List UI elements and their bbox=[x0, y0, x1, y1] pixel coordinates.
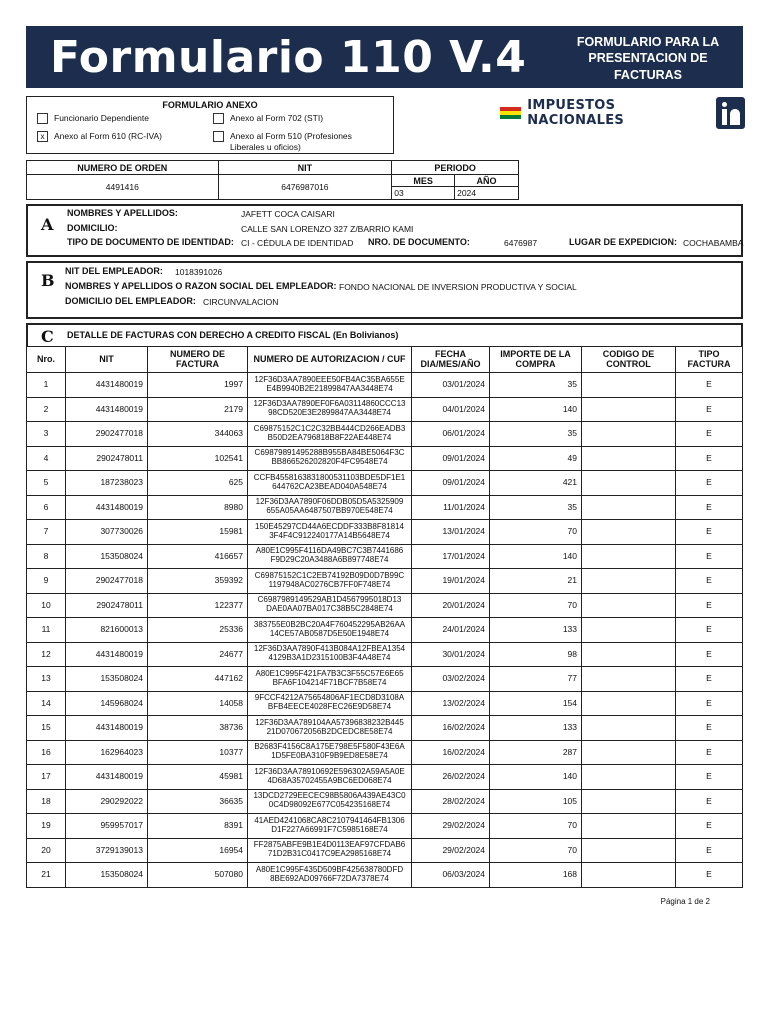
auth-line-1: CCFB4558163831800531103BDE5DF1E1 bbox=[253, 472, 406, 482]
auth-line-1: B2683F4156C8A175E798E5F580F43E6A bbox=[254, 742, 405, 752]
invoice-autorizacion bbox=[248, 838, 412, 863]
auth-line-1: 12F36D3AA789104AA57396838232B445 bbox=[255, 717, 404, 727]
invoice-factura: 45981 bbox=[148, 765, 248, 790]
invoice-tipo: E bbox=[676, 471, 743, 496]
auth-line-1: C69875152C1C2C32BB444CD266EADB3 bbox=[253, 423, 406, 433]
razon-social-value: FONDO NACIONAL DE INVERSION PRODUCTIVA Y SOCIAL bbox=[339, 282, 577, 292]
table-row bbox=[27, 667, 743, 692]
invoice-nit: 4431480019 bbox=[66, 716, 148, 741]
invoice-nit: 153508024 bbox=[66, 544, 148, 569]
in-logo-icon bbox=[716, 97, 745, 129]
auth-line-2: DAE0AA07BA017C38B5C2848E74 bbox=[266, 604, 393, 614]
invoice-autorizacion bbox=[248, 814, 412, 839]
table-row bbox=[27, 863, 743, 888]
invoice-importe: 140 bbox=[490, 544, 582, 569]
invoice-factura: 25336 bbox=[148, 618, 248, 643]
invoice-tipo: E bbox=[676, 422, 743, 447]
auth-line-2: B50D2EA796818B8F22AE448E74 bbox=[267, 432, 392, 442]
invoice-importe: 168 bbox=[490, 863, 582, 888]
invoice-fecha: 26/02/2024 bbox=[412, 765, 490, 790]
auth-line-1: 12F36D3AA7890EEE50FB4AC35BA655E bbox=[254, 374, 405, 384]
invoice-fecha: 03/01/2024 bbox=[412, 373, 490, 398]
auth-line-2: F9D29C20A3488A6B897748E74 bbox=[270, 555, 389, 565]
col-nro: Nro. bbox=[27, 347, 66, 373]
bolivia-flag-icon bbox=[500, 107, 521, 119]
option-label: Anexo al Form 510 (Profesiones Liberales u oficios) bbox=[230, 131, 352, 152]
auth-line-1: C69875152C1C2EB74192B09D0D7B99C bbox=[254, 570, 405, 580]
invoice-nit: 2902477018 bbox=[66, 569, 148, 594]
invoice-importe: 70 bbox=[490, 593, 582, 618]
table-row bbox=[27, 814, 743, 839]
invoice-tipo: E bbox=[676, 569, 743, 594]
invoice-codigo bbox=[582, 373, 676, 398]
tipo-doc-label: TIPO DE DOCUMENTO DE IDENTIDAD: bbox=[67, 237, 234, 247]
option-form-510[interactable] bbox=[213, 131, 383, 152]
invoice-tipo: E bbox=[676, 765, 743, 790]
invoice-nit: 145968024 bbox=[66, 691, 148, 716]
invoice-codigo bbox=[582, 593, 676, 618]
table-row bbox=[27, 838, 743, 863]
table-row bbox=[27, 397, 743, 422]
invoice-importe: 140 bbox=[490, 765, 582, 790]
col-importe: IMPORTE DE LA COMPRA bbox=[490, 347, 582, 373]
auth-line-1: C6987989149529AB1D4567995018D13 bbox=[257, 595, 402, 605]
auth-line-2: E4B9940B2E21899847AA3448E74 bbox=[266, 383, 393, 393]
invoice-importe: 98 bbox=[490, 642, 582, 667]
option-funcionario-dependiente[interactable] bbox=[37, 113, 149, 124]
invoice-importe: 70 bbox=[490, 838, 582, 863]
nit-empleador-label: NIT DEL EMPLEADOR: bbox=[65, 266, 163, 276]
table-row bbox=[27, 716, 743, 741]
invoice-fecha: 24/01/2024 bbox=[412, 618, 490, 643]
nombres-label: NOMBRES Y APELLIDOS: bbox=[67, 208, 178, 218]
auth-line-1: FF2875ABFE9B1E4D0113EAF97CFDAB6 bbox=[253, 840, 406, 850]
auth-line-2: BFA6F104214F71BCF7B58E74 bbox=[272, 677, 387, 687]
invoice-autorizacion bbox=[248, 618, 412, 643]
invoice-importe: 287 bbox=[490, 740, 582, 765]
invoice-autorizacion bbox=[248, 593, 412, 618]
invoice-autorizacion bbox=[248, 397, 412, 422]
auth-line-2: 3F4F4C912240177A14B5648E74 bbox=[269, 530, 390, 540]
invoice-importe: 21 bbox=[490, 569, 582, 594]
auth-line-2: 1197948AC0276CB7FF0F748E74 bbox=[268, 579, 391, 589]
invoice-factura: 507080 bbox=[148, 863, 248, 888]
auth-line-1: 12F36D3AA7890F06DDB05D5A5325909 bbox=[255, 497, 404, 507]
invoice-factura: 344063 bbox=[148, 422, 248, 447]
invoice-factura: 10377 bbox=[148, 740, 248, 765]
nro-doc-label: NRO. DE DOCUMENTO: bbox=[368, 237, 470, 247]
auth-line-2: D1F227A66991F7C5985168E74 bbox=[271, 824, 388, 834]
invoice-importe: 35 bbox=[490, 373, 582, 398]
invoice-factura: 36635 bbox=[148, 789, 248, 814]
auth-line-2: 1D5FE0BA310F9B9ED8E58E74 bbox=[271, 751, 388, 761]
invoice-nro: 2 bbox=[27, 397, 66, 422]
invoice-fecha: 20/01/2024 bbox=[412, 593, 490, 618]
invoice-nro: 17 bbox=[27, 765, 66, 790]
invoice-importe: 35 bbox=[490, 495, 582, 520]
section-c-title: DETALLE DE FACTURAS CON DERECHO A CREDITO FISCAL (En Bolivianos) bbox=[67, 330, 399, 340]
auth-line-1: 383755E0B2BC20A4F760452295AB26AA bbox=[253, 619, 406, 629]
invoice-factura: 102541 bbox=[148, 446, 248, 471]
table-row bbox=[27, 520, 743, 545]
mes-label: MES bbox=[392, 175, 455, 187]
page-number: Página 1 de 2 bbox=[660, 897, 710, 906]
invoice-table bbox=[26, 346, 743, 888]
invoice-codigo bbox=[582, 446, 676, 471]
invoice-fecha: 29/02/2024 bbox=[412, 814, 490, 839]
option-label: Funcionario Dependiente bbox=[54, 113, 149, 123]
nit-label: NIT bbox=[218, 161, 392, 175]
invoice-importe: 49 bbox=[490, 446, 582, 471]
invoice-fecha: 16/02/2024 bbox=[412, 716, 490, 741]
invoice-fecha: 29/02/2024 bbox=[412, 838, 490, 863]
col-factura: NUMERO DE FACTURA bbox=[148, 347, 248, 373]
invoice-codigo bbox=[582, 569, 676, 594]
col-fecha: FECHA DIA/MES/AÑO bbox=[412, 347, 490, 373]
invoice-factura: 1997 bbox=[148, 373, 248, 398]
option-form-610[interactable] bbox=[37, 131, 162, 142]
invoice-factura: 14058 bbox=[148, 691, 248, 716]
table-row bbox=[27, 618, 743, 643]
invoice-tipo: E bbox=[676, 593, 743, 618]
invoice-importe: 70 bbox=[490, 520, 582, 545]
razon-social-label: NOMBRES Y APELLIDOS O RAZON SOCIAL DEL EMPLEADOR: bbox=[65, 281, 337, 291]
invoice-importe: 105 bbox=[490, 789, 582, 814]
invoice-tipo: E bbox=[676, 716, 743, 741]
invoice-nro: 8 bbox=[27, 544, 66, 569]
section-b-letter: B bbox=[41, 271, 55, 290]
invoice-nro: 4 bbox=[27, 446, 66, 471]
invoice-nit: 290292022 bbox=[66, 789, 148, 814]
invoice-autorizacion bbox=[248, 765, 412, 790]
invoice-codigo bbox=[582, 642, 676, 667]
invoice-factura: 359392 bbox=[148, 569, 248, 594]
invoice-fecha: 04/01/2024 bbox=[412, 397, 490, 422]
table-row bbox=[27, 446, 743, 471]
invoice-importe: 133 bbox=[490, 716, 582, 741]
form-title: Formulario 110 V.4 bbox=[50, 32, 527, 83]
invoice-codigo bbox=[582, 422, 676, 447]
invoice-codigo bbox=[582, 520, 676, 545]
invoice-tipo: E bbox=[676, 618, 743, 643]
invoice-tipo: E bbox=[676, 642, 743, 667]
auth-line-1: 12F36D3AA7890F413B084A12FBEA1354 bbox=[253, 644, 406, 654]
table-row bbox=[27, 740, 743, 765]
auth-line-1: 41AED4241068CA8C2107941464FB1306 bbox=[254, 815, 405, 825]
domicilio-label: DOMICILIO: bbox=[67, 223, 118, 233]
invoice-importe: 154 bbox=[490, 691, 582, 716]
invoice-nit: 3729139013 bbox=[66, 838, 148, 863]
invoice-fecha: 06/03/2024 bbox=[412, 863, 490, 888]
section-c-header bbox=[26, 323, 743, 347]
invoice-nro: 5 bbox=[27, 471, 66, 496]
invoice-factura: 24677 bbox=[148, 642, 248, 667]
anio-value: 2024 bbox=[455, 187, 519, 200]
invoice-fecha: 19/01/2024 bbox=[412, 569, 490, 594]
option-label: Anexo al Form 702 (STI) bbox=[230, 113, 324, 123]
identifiers-table bbox=[26, 160, 519, 200]
table-row bbox=[27, 373, 743, 398]
invoice-tipo: E bbox=[676, 691, 743, 716]
invoice-autorizacion bbox=[248, 373, 412, 398]
invoice-autorizacion bbox=[248, 667, 412, 692]
invoice-factura: 447162 bbox=[148, 667, 248, 692]
invoice-nro: 7 bbox=[27, 520, 66, 545]
invoice-importe: 70 bbox=[490, 814, 582, 839]
invoice-nit: 4431480019 bbox=[66, 765, 148, 790]
nit-value: 6476987016 bbox=[218, 175, 392, 200]
anio-label: AÑO bbox=[455, 175, 519, 187]
invoice-nit: 2902477018 bbox=[66, 422, 148, 447]
auth-line-1: 12F36D3AA78910692E596302A59A5A0E bbox=[254, 766, 405, 776]
invoice-tipo: E bbox=[676, 863, 743, 888]
orden-value: 4491416 bbox=[27, 175, 219, 200]
invoice-tipo: E bbox=[676, 740, 743, 765]
invoice-nit: 153508024 bbox=[66, 863, 148, 888]
invoice-factura: 8980 bbox=[148, 495, 248, 520]
invoice-nit: 4431480019 bbox=[66, 642, 148, 667]
invoice-importe: 35 bbox=[490, 422, 582, 447]
col-autorizacion: NUMERO DE AUTORIZACION / CUF bbox=[248, 347, 412, 373]
auth-line-2: 4129B3A1D2315100B3F4A48E74 bbox=[268, 653, 391, 663]
invoice-nit: 153508024 bbox=[66, 667, 148, 692]
invoice-nro: 19 bbox=[27, 814, 66, 839]
invoice-codigo bbox=[582, 838, 676, 863]
invoice-header-row bbox=[27, 347, 743, 373]
table-row bbox=[27, 789, 743, 814]
invoice-nit: 4431480019 bbox=[66, 397, 148, 422]
auth-line-2: 21D070672056B2DCEDC8E58E74 bbox=[266, 726, 393, 736]
auth-line-2: 14CE57AB0587D5E50E1948E74 bbox=[269, 628, 390, 638]
mes-value: 03 bbox=[392, 187, 455, 200]
invoice-codigo bbox=[582, 765, 676, 790]
nit-empleador-value: 1018391026 bbox=[175, 267, 223, 277]
invoice-fecha: 09/01/2024 bbox=[412, 471, 490, 496]
auth-line-2: 655A05AA6487507BB970E548E74 bbox=[266, 506, 393, 516]
invoice-fecha: 13/01/2024 bbox=[412, 520, 490, 545]
invoice-codigo bbox=[582, 618, 676, 643]
auth-line-1: 12F36D3AA7890EF0F6A03114860CCC13 bbox=[253, 399, 406, 409]
invoice-fecha: 28/02/2024 bbox=[412, 789, 490, 814]
periodo-label: PERIODO bbox=[392, 161, 519, 175]
invoice-tipo: E bbox=[676, 838, 743, 863]
section-b bbox=[26, 261, 743, 319]
invoice-nit: 959957017 bbox=[66, 814, 148, 839]
invoice-fecha: 09/01/2024 bbox=[412, 446, 490, 471]
option-form-702[interactable] bbox=[213, 113, 323, 124]
invoice-autorizacion bbox=[248, 471, 412, 496]
nro-doc-value: 6476987 bbox=[504, 238, 538, 248]
invoice-autorizacion bbox=[248, 544, 412, 569]
lugar-value: COCHABAMBA bbox=[683, 238, 744, 248]
invoice-nit: 4431480019 bbox=[66, 373, 148, 398]
invoice-autorizacion bbox=[248, 520, 412, 545]
tipo-doc-value: CI - CÉDULA DE IDENTIDAD bbox=[241, 238, 354, 248]
domicilio-empleador-value: CIRCUNVALACION bbox=[203, 297, 279, 307]
invoice-tipo: E bbox=[676, 373, 743, 398]
invoice-factura: 16954 bbox=[148, 838, 248, 863]
auth-line-2: 98CD520E3E2899847AA3448E74 bbox=[268, 408, 391, 418]
auth-line-1: A80E1C995F435D509BF425638780DFD bbox=[255, 864, 404, 874]
invoice-codigo bbox=[582, 544, 676, 569]
invoice-importe: 77 bbox=[490, 667, 582, 692]
invoice-nro: 9 bbox=[27, 569, 66, 594]
invoice-codigo bbox=[582, 495, 676, 520]
invoice-factura: 625 bbox=[148, 471, 248, 496]
invoice-nit: 2902478011 bbox=[66, 446, 148, 471]
invoice-nro: 14 bbox=[27, 691, 66, 716]
invoice-nro: 11 bbox=[27, 618, 66, 643]
invoice-codigo bbox=[582, 789, 676, 814]
invoice-autorizacion bbox=[248, 422, 412, 447]
invoice-factura: 416657 bbox=[148, 544, 248, 569]
invoice-nit: 307730026 bbox=[66, 520, 148, 545]
auth-line-1: 150E45297CD44A6ECDDF333B8F81814 bbox=[255, 521, 404, 531]
anexo-title: FORMULARIO ANEXO bbox=[162, 100, 258, 110]
invoice-nit: 162964023 bbox=[66, 740, 148, 765]
invoice-fecha: 11/01/2024 bbox=[412, 495, 490, 520]
auth-line-1: A80E1C995F421FA7B3C3F55C57E6E65 bbox=[255, 668, 404, 678]
invoice-autorizacion bbox=[248, 495, 412, 520]
invoice-autorizacion bbox=[248, 691, 412, 716]
invoice-autorizacion bbox=[248, 569, 412, 594]
invoice-nro: 21 bbox=[27, 863, 66, 888]
invoice-tipo: E bbox=[676, 397, 743, 422]
invoice-factura: 122377 bbox=[148, 593, 248, 618]
invoice-tipo: E bbox=[676, 789, 743, 814]
invoice-importe: 133 bbox=[490, 618, 582, 643]
invoice-codigo bbox=[582, 716, 676, 741]
invoice-autorizacion bbox=[248, 789, 412, 814]
invoice-codigo bbox=[582, 814, 676, 839]
invoice-codigo bbox=[582, 691, 676, 716]
invoice-importe: 140 bbox=[490, 397, 582, 422]
section-a bbox=[26, 204, 743, 257]
section-a-letter: A bbox=[41, 215, 54, 234]
invoice-autorizacion bbox=[248, 740, 412, 765]
col-codigo: CODIGO DE CONTROL bbox=[582, 347, 676, 373]
auth-line-2: 8BE692AD09766F72DA7378E74 bbox=[270, 873, 389, 883]
invoice-nro: 6 bbox=[27, 495, 66, 520]
invoice-tipo: E bbox=[676, 814, 743, 839]
auth-line-1: 13DCD2729EECEC98B5806A439AE43C0 bbox=[253, 791, 406, 801]
table-row bbox=[27, 765, 743, 790]
invoice-codigo bbox=[582, 740, 676, 765]
nombres-value: JAFETT COCA CAISARI bbox=[241, 209, 335, 219]
invoice-tipo: E bbox=[676, 667, 743, 692]
invoice-codigo bbox=[582, 667, 676, 692]
logo-text: IMPUESTOS NACIONALES bbox=[527, 98, 625, 128]
auth-line-2: BFB4EECE4028FEC26E9D58E74 bbox=[267, 702, 392, 712]
invoice-factura: 8391 bbox=[148, 814, 248, 839]
invoice-tipo: E bbox=[676, 495, 743, 520]
invoice-codigo bbox=[582, 471, 676, 496]
form-subtitle: FORMULARIO PARA LA PRESENTACION DE FACTURAS bbox=[576, 35, 720, 82]
invoice-nro: 15 bbox=[27, 716, 66, 741]
checkbox-form-610[interactable]: x bbox=[37, 131, 48, 142]
invoice-fecha: 30/01/2024 bbox=[412, 642, 490, 667]
invoice-nro: 18 bbox=[27, 789, 66, 814]
invoice-fecha: 06/01/2024 bbox=[412, 422, 490, 447]
table-row bbox=[27, 544, 743, 569]
invoice-nro: 12 bbox=[27, 642, 66, 667]
invoice-nit: 821600013 bbox=[66, 618, 148, 643]
invoice-autorizacion bbox=[248, 642, 412, 667]
table-row bbox=[27, 422, 743, 447]
invoice-fecha: 17/01/2024 bbox=[412, 544, 490, 569]
table-row bbox=[27, 471, 743, 496]
formulario-anexo-box bbox=[26, 96, 394, 154]
invoice-importe: 421 bbox=[490, 471, 582, 496]
invoice-factura: 38736 bbox=[148, 716, 248, 741]
invoice-nro: 20 bbox=[27, 838, 66, 863]
auth-line-2: 71D2B31C0417C9EA2985168E74 bbox=[267, 849, 392, 859]
auth-line-2: 644762CA23BEAD040A548E74 bbox=[272, 481, 387, 491]
auth-line-1: A80E1C995F4116DA49BC7C3B7441686 bbox=[255, 546, 404, 556]
invoice-codigo bbox=[582, 863, 676, 888]
auth-line-2: 0C4D98092E677C054235168E74 bbox=[268, 800, 391, 810]
table-row bbox=[27, 495, 743, 520]
invoice-codigo bbox=[582, 397, 676, 422]
domicilio-value: CALLE SAN LORENZO 327 Z/BARRIO KAMI bbox=[241, 224, 414, 234]
invoice-tipo: E bbox=[676, 446, 743, 471]
table-row bbox=[27, 691, 743, 716]
invoice-nro: 16 bbox=[27, 740, 66, 765]
invoice-tipo: E bbox=[676, 544, 743, 569]
invoice-nit: 187238023 bbox=[66, 471, 148, 496]
table-row bbox=[27, 569, 743, 594]
invoice-nro: 3 bbox=[27, 422, 66, 447]
invoice-fecha: 03/02/2024 bbox=[412, 667, 490, 692]
auth-line-2: 4D68A35702455A9BC6ED068E74 bbox=[267, 775, 392, 785]
header-banner bbox=[26, 26, 743, 88]
col-tipo: TIPO FACTURA bbox=[676, 347, 743, 373]
table-row bbox=[27, 642, 743, 667]
invoice-fecha: 16/02/2024 bbox=[412, 740, 490, 765]
invoice-nro: 13 bbox=[27, 667, 66, 692]
option-label: Anexo al Form 610 (RC-IVA) bbox=[54, 131, 163, 141]
invoice-nit: 4431480019 bbox=[66, 495, 148, 520]
invoice-autorizacion bbox=[248, 716, 412, 741]
orden-label: NUMERO DE ORDEN bbox=[27, 161, 219, 175]
checkbox-funcionario[interactable] bbox=[37, 113, 48, 124]
section-c-letter: C bbox=[41, 327, 54, 346]
impuestos-nacionales-logo bbox=[500, 96, 745, 130]
invoice-tipo: E bbox=[676, 520, 743, 545]
auth-line-1: 9FCCF4212A75654806AF1ECD8D3108A bbox=[254, 693, 405, 703]
invoice-autorizacion bbox=[248, 446, 412, 471]
checkbox-form-702[interactable] bbox=[213, 113, 224, 124]
invoice-factura: 15981 bbox=[148, 520, 248, 545]
invoice-factura: 2179 bbox=[148, 397, 248, 422]
auth-line-2: BB866526202820F4FC9548E74 bbox=[271, 457, 388, 467]
invoice-nro: 1 bbox=[27, 373, 66, 398]
auth-line-1: C69879891495288B955BA84BE5064F3C bbox=[254, 448, 405, 458]
invoice-nro: 10 bbox=[27, 593, 66, 618]
col-nit: NIT bbox=[66, 347, 148, 373]
table-row bbox=[27, 593, 743, 618]
domicilio-empleador-label: DOMICILIO DEL EMPLEADOR: bbox=[65, 296, 196, 306]
lugar-label: LUGAR DE EXPEDICION: bbox=[569, 237, 678, 247]
invoice-nit: 2902478011 bbox=[66, 593, 148, 618]
checkbox-form-510[interactable] bbox=[213, 131, 224, 142]
invoice-fecha: 13/02/2024 bbox=[412, 691, 490, 716]
invoice-autorizacion bbox=[248, 863, 412, 888]
